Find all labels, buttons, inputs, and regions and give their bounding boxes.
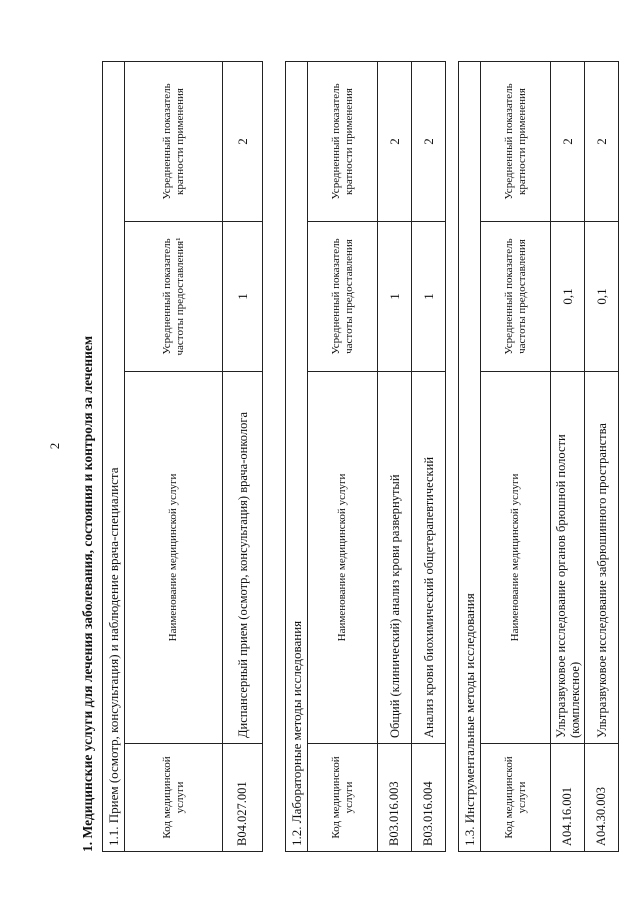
table-row (412, 61, 446, 851)
subsection-title: 1.3. Инструментальные методы исследования (459, 61, 481, 851)
service-code: B03.016.003 (378, 744, 412, 852)
column-header-name: Наименование медицинской услуги (481, 372, 551, 744)
frequency-value: 1 (412, 222, 446, 372)
table-row (378, 61, 412, 851)
rotated-document-content (80, 62, 640, 852)
subsection-title: 1.1. Прием (осмотр, консультация) и наблюдение врача-специалиста (103, 61, 125, 851)
column-header-multiplicity: Усредненный показатель кратности применения (125, 61, 223, 221)
column-header-name: Наименование медицинской услуги (308, 372, 378, 744)
service-code: B03.016.004 (412, 744, 446, 852)
service-name: Ультразвуковое исследование органов брюшной полости (комплексное) (551, 372, 585, 744)
table-laboratory (285, 61, 446, 852)
subsection-title: 1.2. Лабораторные методы исследования (286, 61, 308, 851)
multiplicity-value: 2 (412, 61, 446, 221)
multiplicity-value: 2 (585, 61, 619, 221)
service-name: Ультразвуковое исследование забрюшинного пространства (585, 372, 619, 744)
section-title: 1. Медицинские услуги для лечения заболевания, состояния и контроля за лечением (80, 335, 95, 852)
page-number: 2 (47, 442, 62, 450)
multiplicity-value: 2 (551, 61, 585, 221)
column-header-multiplicity: Усредненный показатель кратности применения (308, 61, 378, 221)
column-header-frequency: Усредненный показатель частоты предоставления (308, 222, 378, 372)
frequency-value: 1 (223, 222, 263, 372)
column-header-multiplicity: Усредненный показатель кратности применения (481, 61, 551, 221)
column-header-code: Код медицинской услуги (481, 744, 551, 852)
column-header-code: Код медицинской услуги (125, 744, 223, 852)
table-consultations (102, 61, 263, 852)
multiplicity-value: 2 (223, 61, 263, 221)
table-row (585, 61, 619, 851)
column-header-name: Наименование медицинской услуги (125, 372, 223, 744)
multiplicity-value: 2 (378, 61, 412, 221)
column-header-frequency: Усредненный показатель частоты предоставления¹ (125, 222, 223, 372)
column-header-frequency: Усредненный показатель частоты предоставления (481, 222, 551, 372)
table-row (551, 61, 585, 851)
column-header-code: Код медицинской услуги (308, 744, 378, 852)
service-name: Общий (клинический) анализ крови развернутый (378, 372, 412, 744)
frequency-value: 0,1 (551, 222, 585, 372)
frequency-value: 1 (378, 222, 412, 372)
service-code: A04.16.001 (551, 744, 585, 852)
frequency-value: 0,1 (585, 222, 619, 372)
service-code: A04.30.003 (585, 744, 619, 852)
service-code: B04.027.001 (223, 744, 263, 852)
service-name: Анализ крови биохимический общетерапевтический (412, 372, 446, 744)
table-instrumental (458, 61, 619, 852)
table-row (223, 61, 263, 851)
service-name: Диспансерный прием (осмотр, консультация) врача-онколога (223, 372, 263, 744)
